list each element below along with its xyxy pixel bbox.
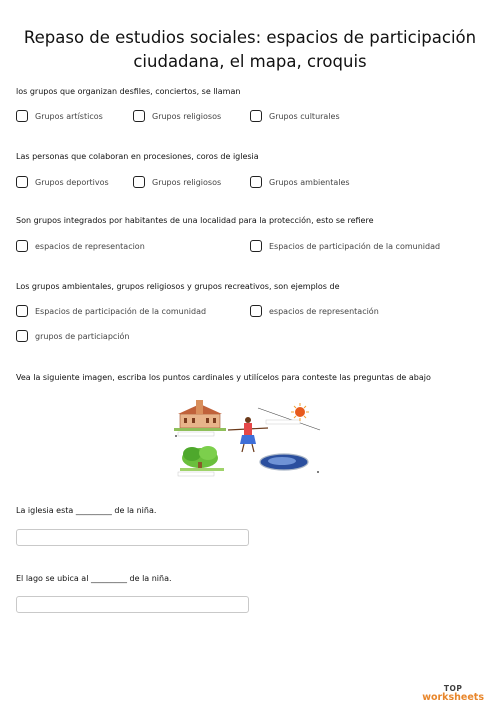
- checkbox[interactable]: [250, 176, 262, 188]
- q1-option-2[interactable]: [133, 110, 221, 122]
- logo-name-text: worksheets: [422, 692, 484, 703]
- option-label: Grupos culturales: [269, 111, 340, 121]
- cardinal-points-picture: [172, 400, 324, 478]
- checkbox[interactable]: [133, 176, 145, 188]
- checkbox[interactable]: [133, 110, 145, 122]
- checkbox[interactable]: [250, 305, 262, 317]
- checkbox[interactable]: [16, 240, 28, 252]
- checkbox[interactable]: [16, 176, 28, 188]
- question-1: los grupos que organizan desfiles, conciertos, se llaman: [16, 87, 241, 96]
- option-label: espacios de representación: [269, 306, 379, 316]
- checkbox[interactable]: [16, 330, 28, 342]
- q4-option-3[interactable]: [16, 330, 129, 342]
- q2-option-2[interactable]: [133, 176, 221, 188]
- option-label: Grupos ambientales: [269, 177, 350, 187]
- answer-field-1[interactable]: [16, 529, 249, 546]
- option-label: espacios de representacion: [35, 241, 145, 251]
- q2-option-1[interactable]: [16, 176, 109, 188]
- q3-option-1[interactable]: [16, 240, 145, 252]
- question-4: Los grupos ambientales, grupos religiosos y grupos recreativos, son ejemplos de: [16, 282, 340, 291]
- question-7: El lago se ubica al _________ de la niña.: [16, 574, 172, 583]
- option-label: Grupos artísticos: [35, 111, 103, 121]
- topworksheets-logo: [422, 684, 484, 702]
- option-label: Grupos religiosos: [152, 177, 222, 187]
- question-5: Vea la siguiente imagen, escriba los puntos cardinales y utilícelos para conteste las preguntas de abajo: [16, 373, 431, 382]
- logo-top-text: TOP: [443, 684, 463, 693]
- sun-drawing: [291, 403, 309, 421]
- answer-field-2[interactable]: [16, 596, 249, 613]
- q4-option-2[interactable]: [250, 305, 379, 317]
- option-label: Espacios de participación de la comunidad: [269, 241, 441, 251]
- checkbox[interactable]: [16, 110, 28, 122]
- church-drawing: [174, 400, 226, 431]
- q1-option-1[interactable]: [16, 110, 103, 122]
- option-label: Grupos deportivos: [35, 177, 109, 187]
- question-6: La iglesia esta _________ de la niña.: [16, 506, 157, 515]
- worksheet-title: [20, 26, 480, 74]
- q3-option-2[interactable]: [250, 240, 440, 252]
- title-line-2: ciudadana, el mapa, croquis: [133, 52, 367, 71]
- checkbox[interactable]: [16, 305, 28, 317]
- checkbox[interactable]: [250, 240, 262, 252]
- lake-drawing: [260, 454, 308, 470]
- q2-option-3[interactable]: [250, 176, 350, 188]
- option-label: grupos de particiapción: [35, 331, 130, 341]
- q4-option-1[interactable]: [16, 305, 206, 317]
- girl-drawing: [228, 417, 268, 452]
- option-label: Espacios de participación de la comunidad: [35, 306, 207, 316]
- question-2: Las personas que colaboran en procesiones, coros de iglesia: [16, 152, 259, 161]
- checkbox[interactable]: [250, 110, 262, 122]
- q1-option-3[interactable]: [250, 110, 340, 122]
- title-line-1: Repaso de estudios sociales: espacios de participación: [23, 28, 477, 47]
- question-3: Son grupos integrados por habitantes de una localidad para la protección, esto se refiere: [16, 216, 374, 225]
- option-label: Grupos religiosos: [152, 111, 222, 121]
- tree-drawing: [180, 446, 224, 471]
